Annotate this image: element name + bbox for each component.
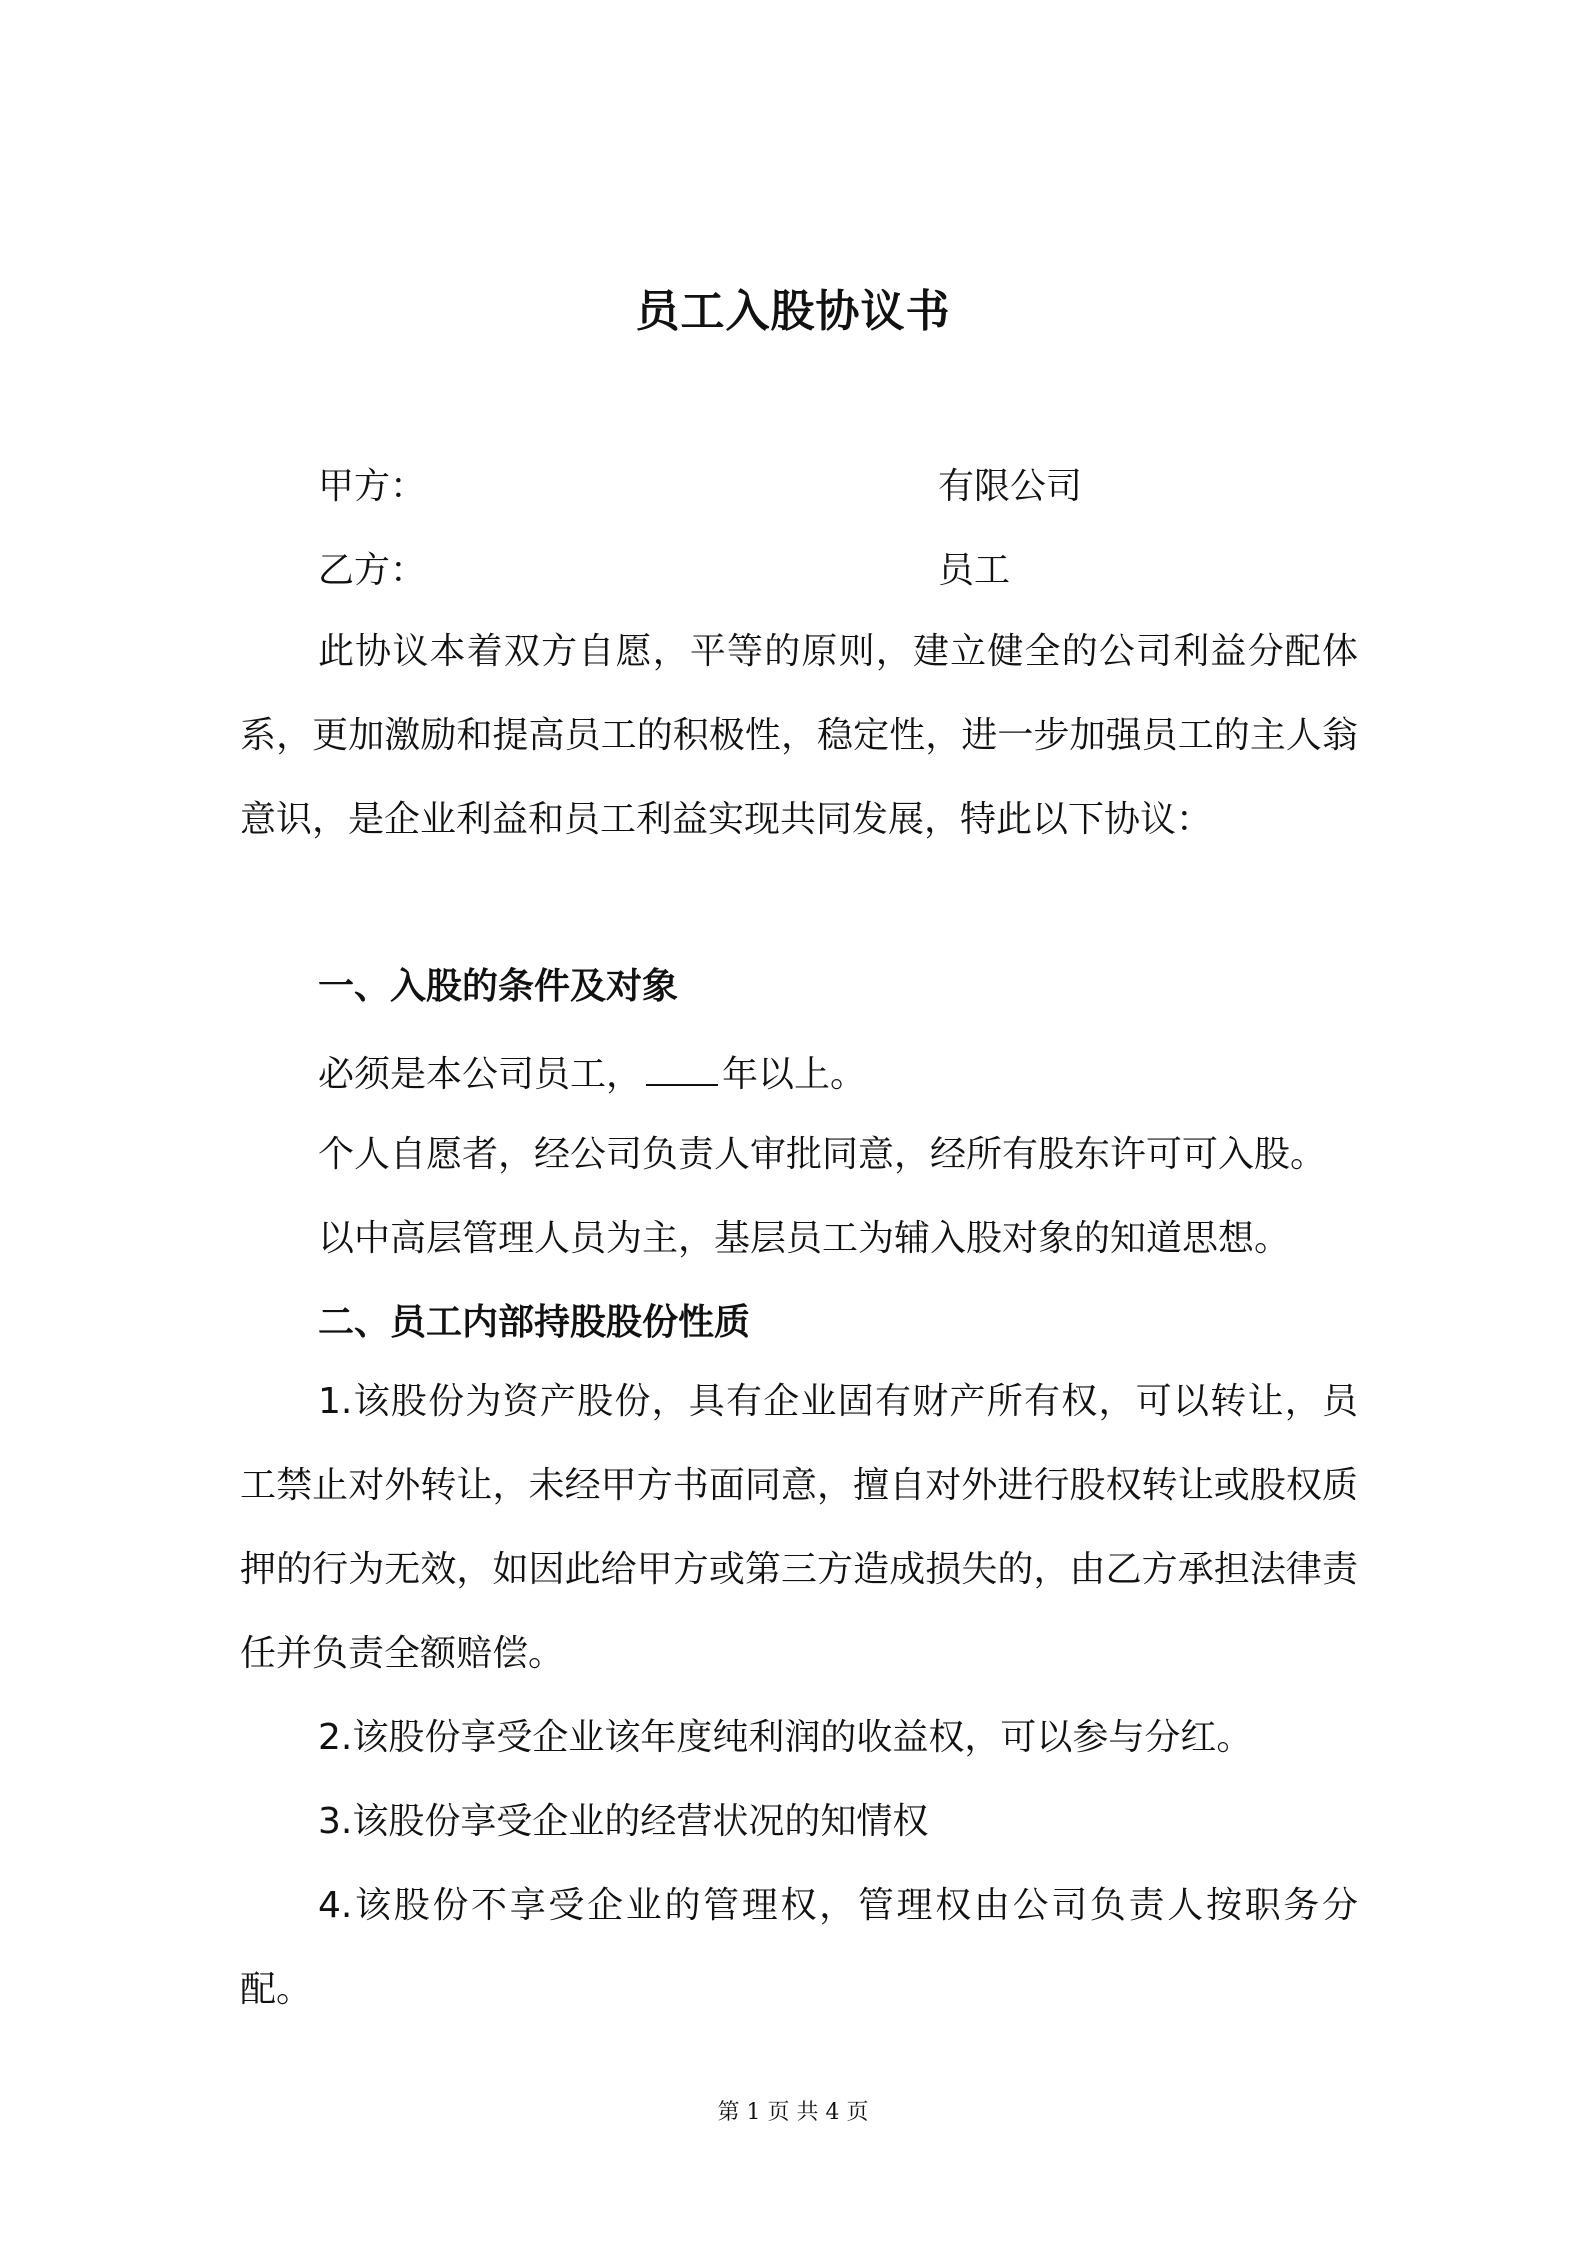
section2-items: [240, 1360, 1358, 2032]
intro-paragraph: 此协议本着双方自愿，平等的原则，建立健全的公司利益分配体系，更加激励和提高员工的积极性，稳定性，进一步加强员工的主人翁意识，是企业利益和员工利益实现共同发展，特此以下协议：: [240, 631, 1358, 840]
party-b-value: 员工: [938, 550, 1011, 591]
item-3: 3.该股份享受企业的经营状况的知情权: [318, 1801, 929, 1842]
section1-line1-after: 年以上。: [722, 1054, 867, 1095]
page-footer: 第 1 页 共 4 页: [717, 2100, 869, 2125]
party-a-label: 甲方：: [318, 466, 427, 507]
item-1: 1.该股份为资产股份，具有企业固有财产所有权，可以转让，员工禁止对外转让，未经甲方书面同意，擅自对外进行股权转让或股权质押的行为无效，如因此给甲方或第三方造成损失的，由乙方承担法律责任并负责全额赔偿。: [240, 1381, 1358, 1674]
party-b-label: 乙方：: [318, 550, 427, 591]
party-a-value: 有限公司: [938, 466, 1083, 507]
party-a-row: [318, 462, 1082, 512]
years-blank-field: [646, 1046, 718, 1086]
party-b-row: [318, 546, 1010, 596]
item-4: 4.该股份不享受企业的管理权，管理权由公司负责人按职务分配。: [240, 1885, 1358, 2010]
section1-line1-before: 必须是本公司员工，: [318, 1054, 643, 1095]
item-2: 2.该股份享受企业该年度纯利润的收益权，可以参与分红。: [318, 1717, 1253, 1758]
section2-heading: 二、员工内部持股股份性质: [318, 1302, 751, 1343]
section1-line1: [318, 1046, 866, 1100]
document-title: 员工入股协议书: [635, 286, 951, 337]
intro-paragraph-block: [240, 610, 1358, 862]
section1-line2: 个人自愿者，经公司负责人审批同意，经所有股东许可可入股。: [318, 1134, 1327, 1175]
section1-line3: 以中高层管理人员为主，基层员工为辅入股对象的知道思想。: [318, 1218, 1291, 1259]
section1-heading: 一、入股的条件及对象: [318, 966, 679, 1007]
